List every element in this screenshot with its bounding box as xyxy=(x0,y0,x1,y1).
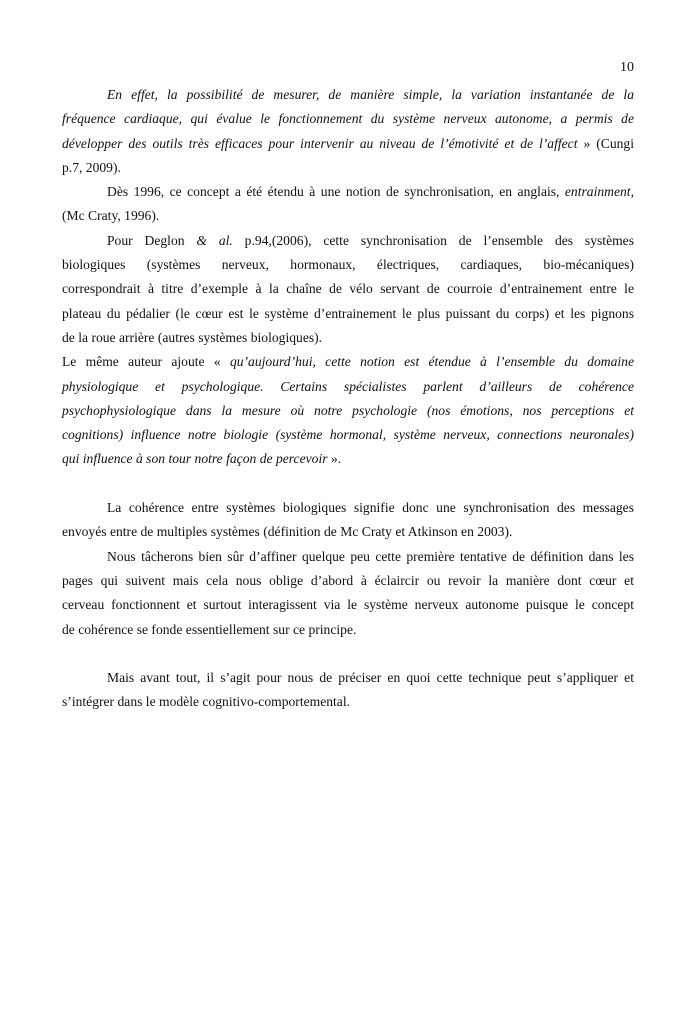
text-span: cerveau fonctionnent et surtout interagissent via le système nerveux autonome puisque le concept xyxy=(62,597,634,613)
text-span: de cohérence se fonde essentiellement sur ce principe. xyxy=(62,621,357,637)
italic-text: En effet, la possibilité de mesurer, de manière simple, la variation instantanée de la xyxy=(107,87,634,102)
text-span: envoyés entre de multiples systèmes (définition de Mc Craty et Atkinson en 2003). xyxy=(62,524,513,540)
paragraph-3 xyxy=(62,229,634,350)
paragraph-2 xyxy=(62,180,634,229)
paragraph-5 xyxy=(62,496,634,545)
text-line xyxy=(62,326,634,350)
paragraph-spacer xyxy=(62,642,634,666)
text-span: plateau du pédalier (le cœur est le système d’entrainement le plus puissant du corps) et les pignons xyxy=(62,305,634,321)
italic-text: qui influence à son tour notre façon de percevoir xyxy=(62,451,328,467)
text-line xyxy=(62,593,634,617)
text-line xyxy=(62,569,634,593)
text-span: ». xyxy=(327,451,342,467)
text-line xyxy=(62,229,634,253)
italic-text: cognitions) influence notre biologie (système hormonal, système nerveux, connections neuronales) xyxy=(62,427,634,443)
text-line xyxy=(62,350,634,374)
text-span: Pour Deglon xyxy=(107,232,197,248)
text-line xyxy=(62,277,634,301)
text-line xyxy=(62,302,634,326)
text-line xyxy=(62,132,634,156)
text-line xyxy=(62,690,634,714)
italic-text: psychophysiologique dans la mesure où notre psychologie (nos émotions, nos perceptions et xyxy=(62,402,634,418)
text-line xyxy=(62,204,634,228)
paragraph-1 xyxy=(62,83,634,180)
text-span: pages qui suivent mais cela nous oblige d’abord à éclaircir ou revoir la manière dont cœur et xyxy=(62,572,634,588)
text-span: correspondrait à titre d’exemple à la chaîne de vélo servant de courroie d’entrainement entre le xyxy=(62,281,634,297)
text-span: » (Cungi xyxy=(577,135,634,151)
italic-text: fréquence cardiaque, qui évalue le fonctionnement du système nerveux autonome, a permis de xyxy=(62,111,634,127)
text-span: Dès 1996, ce concept a été étendu à une notion de synchronisation, en anglais, xyxy=(107,184,565,200)
text-span: , xyxy=(630,184,634,200)
text-line xyxy=(62,83,634,107)
text-line xyxy=(62,666,634,690)
text-span: p.7, 2009). xyxy=(62,159,121,175)
text-span: La cohérence entre systèmes biologiques signifie donc une synchronisation des messages xyxy=(107,500,634,516)
text-line xyxy=(62,107,634,131)
italic-text: qu’aujourd’hui, cette notion est étendue à l’ensemble du domaine xyxy=(229,354,634,370)
page-number: 10 xyxy=(620,60,634,75)
text-line xyxy=(62,496,634,520)
text-line xyxy=(62,180,634,204)
italic-text: physiologique et psychologique. Certains spécialistes parlent d’ailleurs de cohérence xyxy=(62,378,634,394)
text-span: Le même auteur ajoute « xyxy=(62,354,230,370)
text-span: s’intégrer dans le modèle cognitivo-comportemental. xyxy=(62,694,351,710)
body-text xyxy=(62,83,634,715)
italic-text: & al. xyxy=(196,232,233,248)
text-span: de la roue arrière (autres systèmes biologiques). xyxy=(62,329,323,345)
text-line xyxy=(62,156,634,180)
text-line xyxy=(62,375,634,399)
text-span: Mais avant tout, il s’agit pour nous de préciser en quoi cette technique peut s’appliquer et xyxy=(107,670,634,686)
text-span: Nous tâcherons bien sûr d’affiner quelque peu cette première tentative de définition dans les xyxy=(107,548,634,564)
paragraph-6 xyxy=(62,545,634,642)
italic-text: développer des outils très efficaces pour intervenir au niveau de l’émotivité et de l’affect xyxy=(62,135,578,151)
paragraph-4 xyxy=(62,350,634,471)
paragraph-7 xyxy=(62,666,634,715)
text-line xyxy=(62,520,634,544)
text-span: p.94,(2006), cette synchronisation de l’ensemble des systèmes xyxy=(232,232,635,248)
text-line xyxy=(62,618,634,642)
text-span: biologiques (systèmes nerveux, hormonaux, électriques, cardiaques, bio-mécaniques) xyxy=(62,257,634,273)
paragraph-spacer xyxy=(62,472,634,496)
italic-text: entrainment xyxy=(564,184,631,200)
text-line xyxy=(62,253,634,277)
text-line xyxy=(62,447,634,471)
text-span: (Mc Craty, 1996). xyxy=(62,208,160,224)
text-line xyxy=(62,545,634,569)
text-line xyxy=(62,423,634,447)
text-line xyxy=(62,399,634,423)
